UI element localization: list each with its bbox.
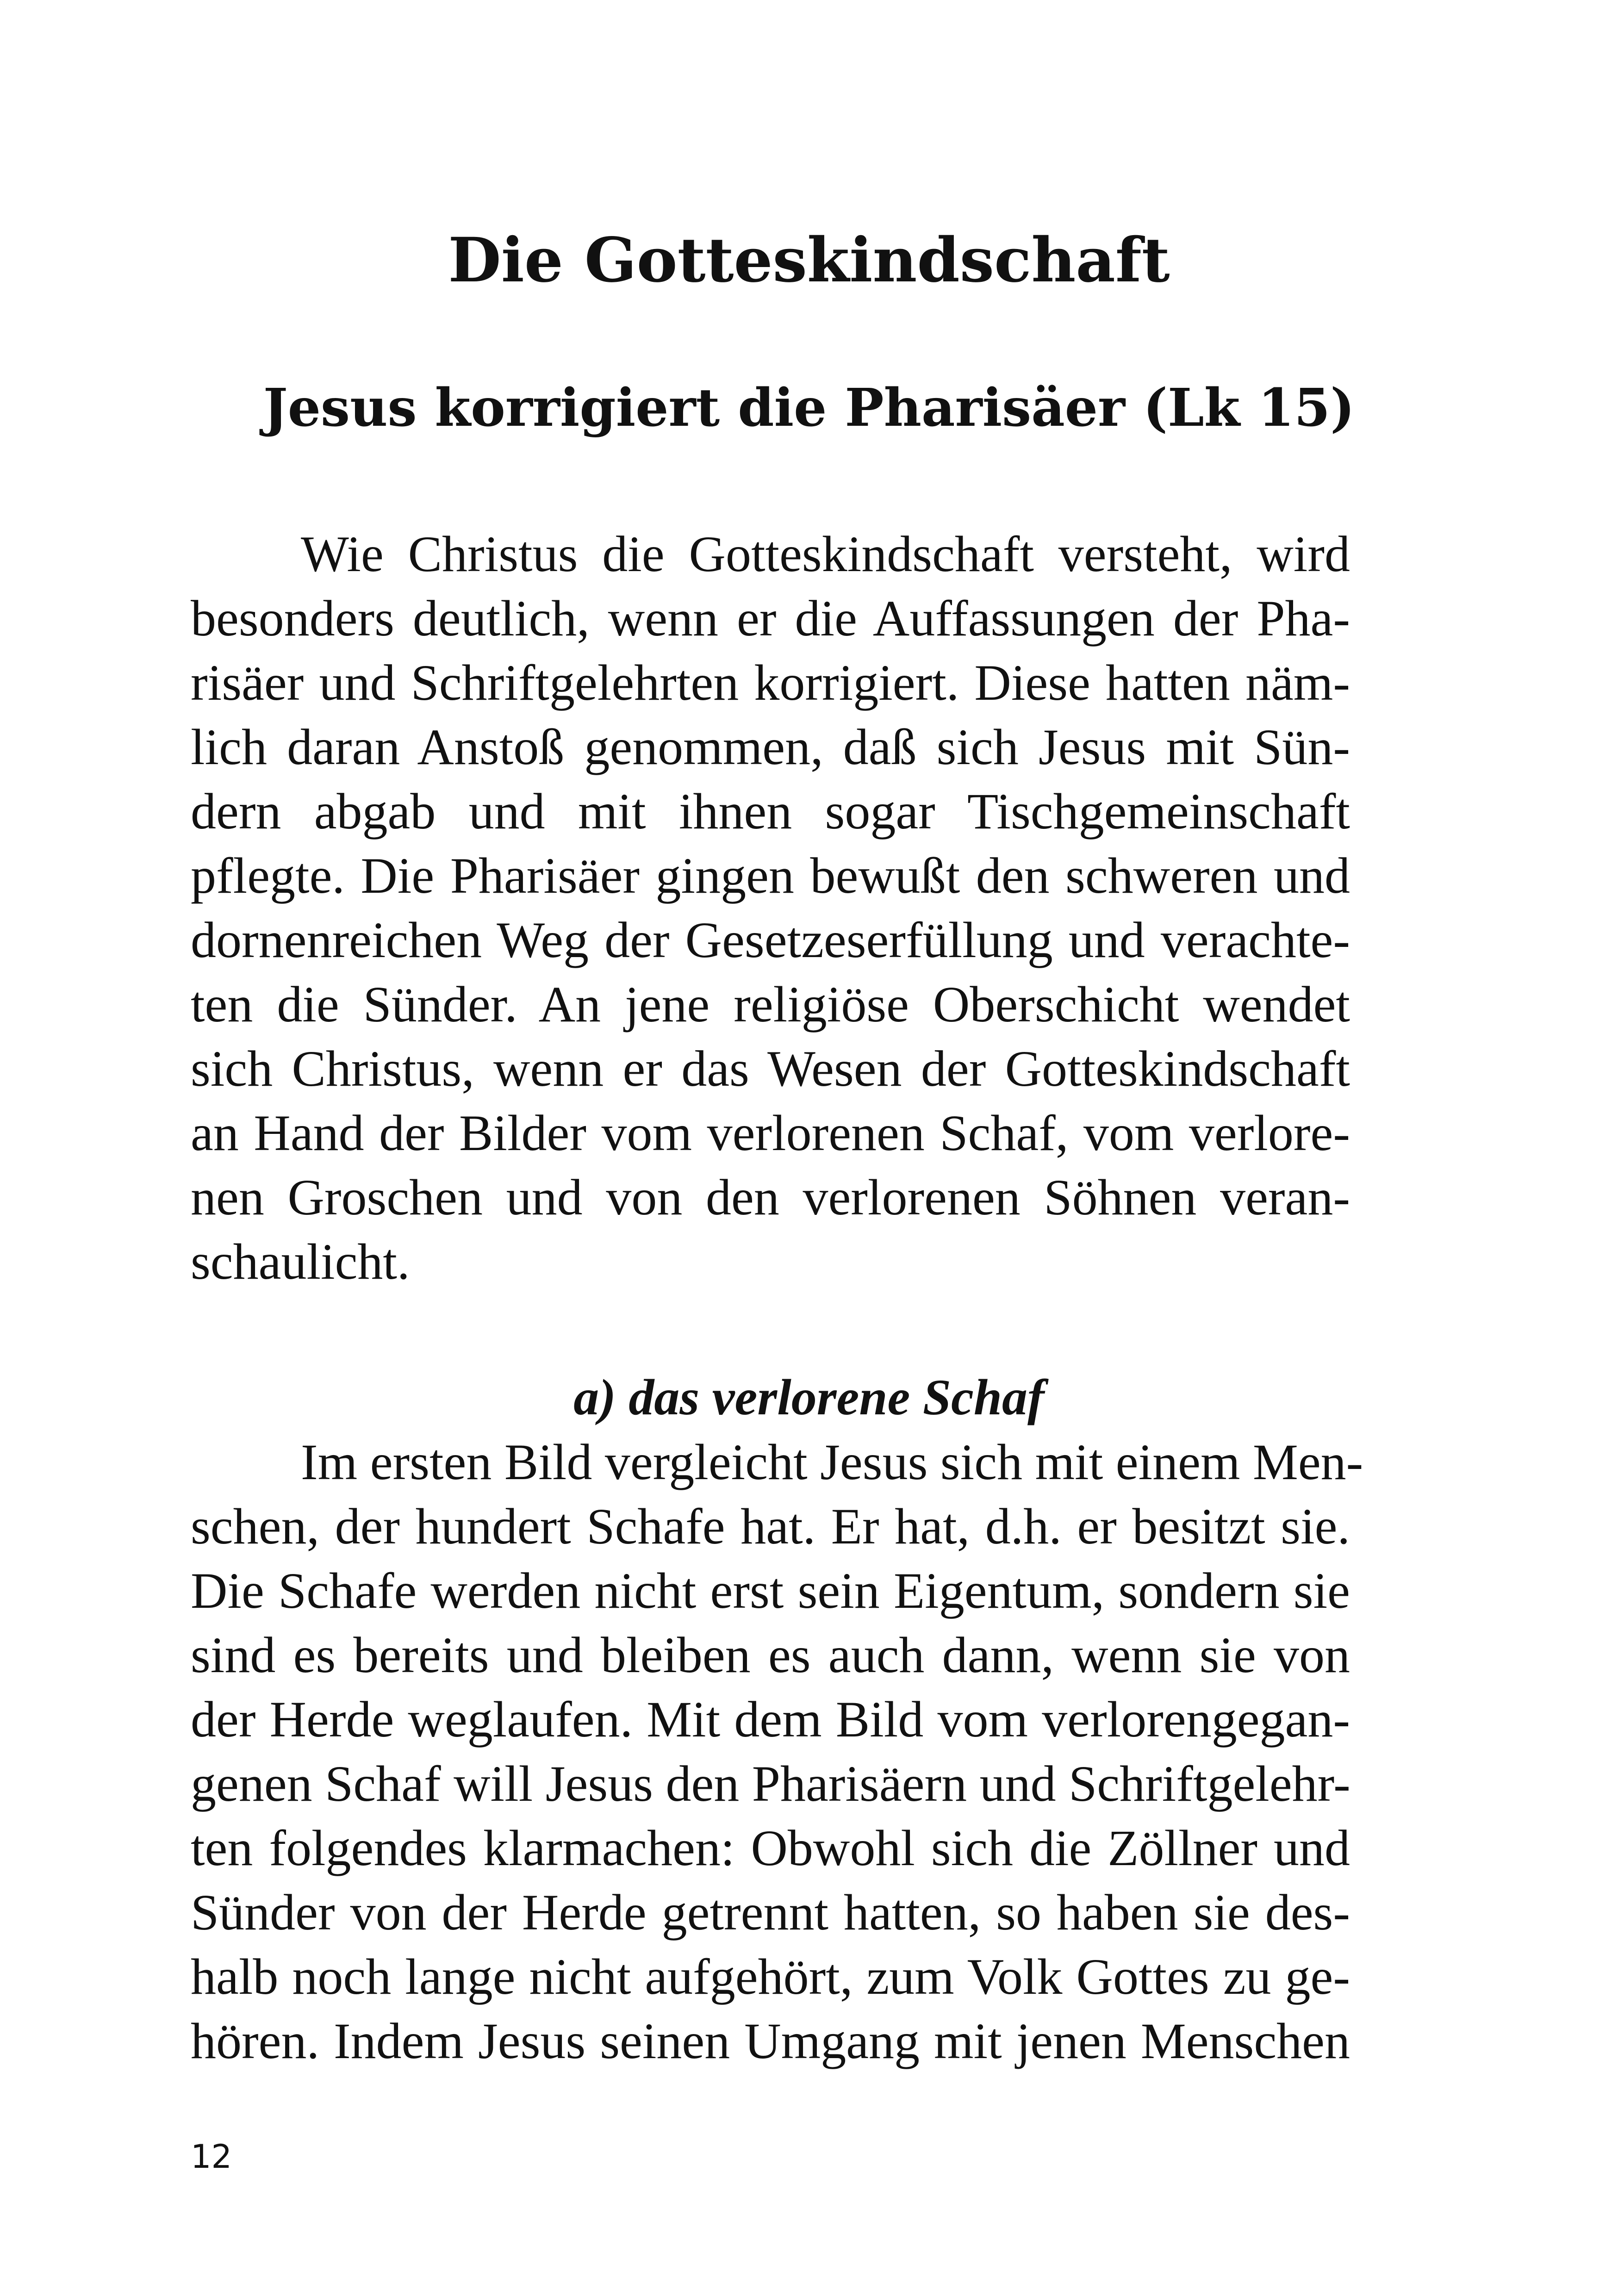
text-line: dern abgab und mit ihnen sogar Tischgemeinschaft bbox=[191, 783, 1350, 840]
text-line: der Herde weglaufen. Mit dem Bild vom verlorengegan- bbox=[191, 1691, 1350, 1748]
text-line: lich daran Anstoß genommen, daß sich Jesus mit Sün- bbox=[191, 719, 1350, 775]
subsection-heading: a) das verlorene Schaf bbox=[573, 1369, 1045, 1425]
text-line: sind es bereits und bleiben es auch dann, wenn sie von bbox=[191, 1627, 1350, 1683]
text-line: Wie Christus die Gotteskindschaft versteht, wird bbox=[301, 526, 1350, 582]
page-number: 12 bbox=[191, 2138, 232, 2176]
text-line: ten die Sünder. An jene religiöse Oberschicht wendet bbox=[191, 976, 1350, 1033]
paragraph-lost-sheep bbox=[191, 1430, 1363, 2073]
text-line: hören. Indem Jesus seinen Umgang mit jenen Menschen bbox=[191, 2013, 1350, 2069]
paragraph-intro bbox=[191, 522, 1350, 1294]
text-line: Sünder von der Herde getrennt hatten, so haben sie des- bbox=[191, 1884, 1350, 1941]
text-line: sich Christus, wenn er das Wesen der Gotteskindschaft bbox=[191, 1040, 1350, 1097]
text-line: genen Schaf will Jesus den Pharisäern und Schriftgelehr- bbox=[191, 1755, 1350, 1812]
text-line: ten folgendes klarmachen: Obwohl sich die Zöllner und bbox=[191, 1820, 1350, 1876]
text-line: besonders deutlich, wenn er die Auffassungen der Pha- bbox=[191, 590, 1350, 647]
chapter-title: Die Gotteskindschaft bbox=[448, 224, 1170, 296]
text-line: risäer und Schriftgelehrten korrigiert. Diese hatten näm- bbox=[191, 654, 1350, 711]
text-line: Im ersten Bild vergleicht Jesus sich mit einem Men- bbox=[301, 1434, 1363, 1490]
text-line: an Hand der Bilder vom verlorenen Schaf, vom verlore- bbox=[191, 1105, 1350, 1161]
section-title: Jesus korrigiert die Pharisäer (Lk 15) bbox=[263, 378, 1355, 438]
text-line: pflegte. Die Pharisäer gingen bewußt den schweren und bbox=[191, 847, 1350, 904]
text-line: schaulicht. bbox=[191, 1233, 410, 1290]
text-line: halb noch lange nicht aufgehört, zum Volk Gottes zu ge- bbox=[191, 1948, 1350, 2005]
text-line: schen, der hundert Schafe hat. Er hat, d.h. er besitzt sie. bbox=[191, 1498, 1350, 1555]
text-line: nen Groschen und von den verlorenen Söhnen veran- bbox=[191, 1169, 1350, 1226]
text-line: dornenreichen Weg der Gesetzeserfüllung und verachte- bbox=[191, 912, 1350, 968]
text-line: Die Schafe werden nicht erst sein Eigentum, sondern sie bbox=[191, 1562, 1350, 1619]
